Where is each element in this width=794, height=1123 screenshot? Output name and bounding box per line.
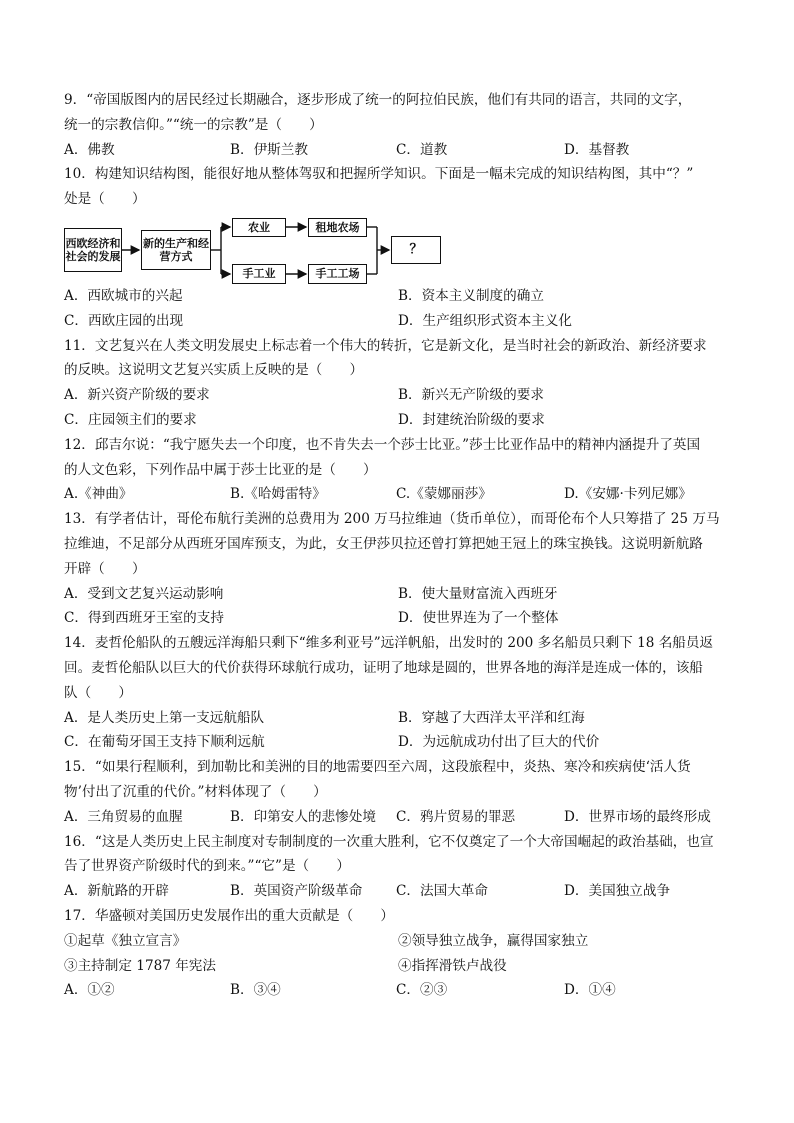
option-b[interactable]: B．使大量财富流入西班牙	[398, 585, 558, 602]
options-row	[64, 805, 740, 830]
option-a[interactable]: A．是人类历史上第一支远航船队	[64, 709, 265, 726]
question-text: 处是（ ）	[64, 191, 146, 208]
question-text: 的人文色彩，下列作品中属于莎士比亚的是（ ）	[64, 461, 377, 478]
question-text: 告了世界资产阶级时代的到来。”“它”是（ ）	[64, 858, 350, 875]
option-c[interactable]: C．得到西班牙王室的支持	[64, 610, 224, 627]
option-d[interactable]: D．美国独立战争	[564, 883, 671, 900]
statements-row	[64, 954, 740, 979]
question-10	[64, 162, 740, 333]
options-row	[64, 582, 740, 607]
exam-page	[64, 88, 740, 1003]
question-text: 12．邱吉尔说：“我宁愿失去一个印度，也不肯失去一个莎士比亚。”莎士比亚作品中的精神内涵提升了英国	[64, 436, 701, 453]
question-text: 9．“帝国版图内的居民经过长期融合，逐步形成了统一的阿拉伯民族，他们有共同的语言，共同的文字，	[64, 92, 692, 108]
option-b[interactable]: B．英国资产阶级革命	[230, 883, 363, 900]
question-13	[64, 507, 740, 631]
question-9	[64, 88, 740, 162]
statement-2: ②领导独立战争，赢得国家独立	[398, 932, 589, 949]
options-row	[64, 482, 740, 507]
option-a[interactable]: A．三角贸易的血腥	[64, 808, 183, 825]
question-text: 15．“如果行程顺利，到加勒比和美洲的目的地需要四至六周，这段旅程中，炎热、寒冷和疾病使‘活人货	[64, 759, 691, 776]
statement-3: ③主持制定 1787 年宪法	[64, 957, 216, 974]
option-c[interactable]: C．法国大革命	[396, 883, 488, 900]
options-row	[64, 284, 740, 309]
diagram-workshop-node: 手工工场	[308, 264, 367, 284]
options-row	[64, 383, 740, 408]
question-15	[64, 755, 740, 829]
question-text: 的反映。这说明文艺复兴实质上反映的是（ ）	[64, 362, 364, 379]
options-row	[64, 408, 740, 433]
option-d[interactable]: D．为远航成功付出了巨大的代价	[398, 734, 600, 751]
option-a[interactable]: A．受到文艺复兴运动影响	[64, 585, 224, 602]
question-text: 队（ ）	[64, 684, 132, 701]
option-a[interactable]: A．西欧城市的兴起	[64, 287, 183, 304]
option-d[interactable]: D.《安娜·卡列尼娜》	[564, 486, 692, 503]
option-a[interactable]: A.《神曲》	[64, 486, 133, 503]
statement-4: ④指挥滑铁卢战役	[398, 957, 507, 974]
question-text: 17．华盛顿对美国历史发展作出的重大贡献是（ ）	[64, 907, 394, 924]
option-b[interactable]: B．伊斯兰教	[230, 141, 308, 158]
question-16	[64, 830, 740, 904]
options-row	[64, 978, 740, 1003]
question-17	[64, 904, 740, 1003]
option-b[interactable]: B.《哈姆雷特》	[230, 486, 326, 503]
statement-1: ①起草《独立宣言》	[64, 932, 187, 949]
option-b[interactable]: B．印第安人的悲惨处境	[230, 808, 376, 825]
diagram-root-node: 西欧经济和社会的发展	[64, 228, 122, 272]
question-text: 16．“这是人类历史上民主制度对专制制度的一次重大胜利，它不仅奠定了一个大帝国崛起的政治基础，也宣	[64, 833, 714, 850]
statements-row	[64, 929, 740, 954]
question-text: 10．构建知识结构图，能很好地从整体驾驭和把握所学知识。下面是一幅未完成的知识结构图，其中“？”	[64, 166, 694, 183]
question-text: 13．有学者估计，哥伦布航行美洲的总费用为 200 万马拉维迪（货币单位），而哥伦布个人只筹措了 25 万马	[64, 511, 720, 528]
option-c[interactable]: C．鸦片贸易的罪恶	[396, 808, 516, 825]
knowledge-structure-diagram	[64, 218, 464, 280]
question-text: 回。麦哲伦船队以巨大的代价获得环球航行成功，证明了地球是圆的，世界各地的海洋是连成一体的，该船	[64, 659, 703, 676]
option-d[interactable]: D．①④	[564, 982, 616, 999]
option-a[interactable]: A．新兴资产阶级的要求	[64, 387, 210, 404]
diagram-farm-node: 租地农场	[308, 218, 367, 237]
question-text: 物’付出了沉重的代价。”材料体现了（ ）	[64, 783, 327, 800]
option-b[interactable]: B．穿越了大西洋太平洋和红海	[398, 709, 585, 726]
question-text: 开辟（ ）	[64, 560, 146, 577]
option-d[interactable]: D．封建统治阶级的要求	[398, 411, 545, 428]
diagram-handicraft-node: 手工业	[232, 264, 286, 284]
option-a[interactable]: A．佛教	[64, 141, 115, 158]
question-12	[64, 433, 740, 507]
options-row	[64, 309, 740, 334]
option-b[interactable]: B．资本主义制度的确立	[398, 287, 544, 304]
option-b[interactable]: B．新兴无产阶级的要求	[398, 387, 544, 404]
question-14	[64, 631, 740, 755]
diagram-unknown-node: ？	[391, 236, 441, 264]
options-row	[64, 706, 740, 731]
option-d[interactable]: D．使世界连为了一个整体	[398, 610, 559, 627]
question-text: 统一的宗教信仰。”“统一的宗教”是（ ）	[64, 116, 323, 133]
option-d[interactable]: D．基督教	[564, 141, 630, 158]
option-d[interactable]: D．生产组织形式资本主义化	[398, 312, 573, 329]
question-text: 14．麦哲伦船队的五艘远洋海船只剩下“维多利亚号”远洋帆船，出发时的 200 多名船员只剩下 18 名船员返	[64, 635, 714, 652]
options-row	[64, 606, 740, 631]
option-c[interactable]: C．庄园领主们的要求	[64, 411, 197, 428]
question-text: 11．文艺复兴在人类文明发展史上标志着一个伟大的转折，它是新文化，是当时社会的新政治、新经济要求	[64, 337, 707, 354]
option-d[interactable]: D．世界市场的最终形成	[564, 808, 711, 825]
options-row	[64, 879, 740, 904]
option-c[interactable]: C．西欧庄园的出现	[64, 312, 184, 329]
option-c[interactable]: C．②③	[396, 982, 448, 999]
option-b[interactable]: B．③④	[230, 982, 281, 999]
question-11	[64, 334, 740, 433]
option-c[interactable]: C.《蒙娜丽莎》	[396, 486, 492, 503]
option-c[interactable]: C．道教	[396, 141, 448, 158]
options-row	[64, 138, 740, 163]
question-text: 拉维迪，不足部分从西班牙国库预支，为此，女王伊莎贝拉还曾打算把她王冠上的珠宝换钱。这说明新航路	[64, 535, 703, 552]
option-c[interactable]: C．在葡萄牙国王支持下顺利远航	[64, 734, 265, 751]
diagram-agriculture-node: 农业	[232, 218, 286, 237]
diagram-middle-node: 新的生产和经营方式	[141, 230, 211, 270]
option-a[interactable]: A．新航路的开辟	[64, 883, 169, 900]
option-a[interactable]: A．①②	[64, 982, 115, 999]
options-row	[64, 730, 740, 755]
